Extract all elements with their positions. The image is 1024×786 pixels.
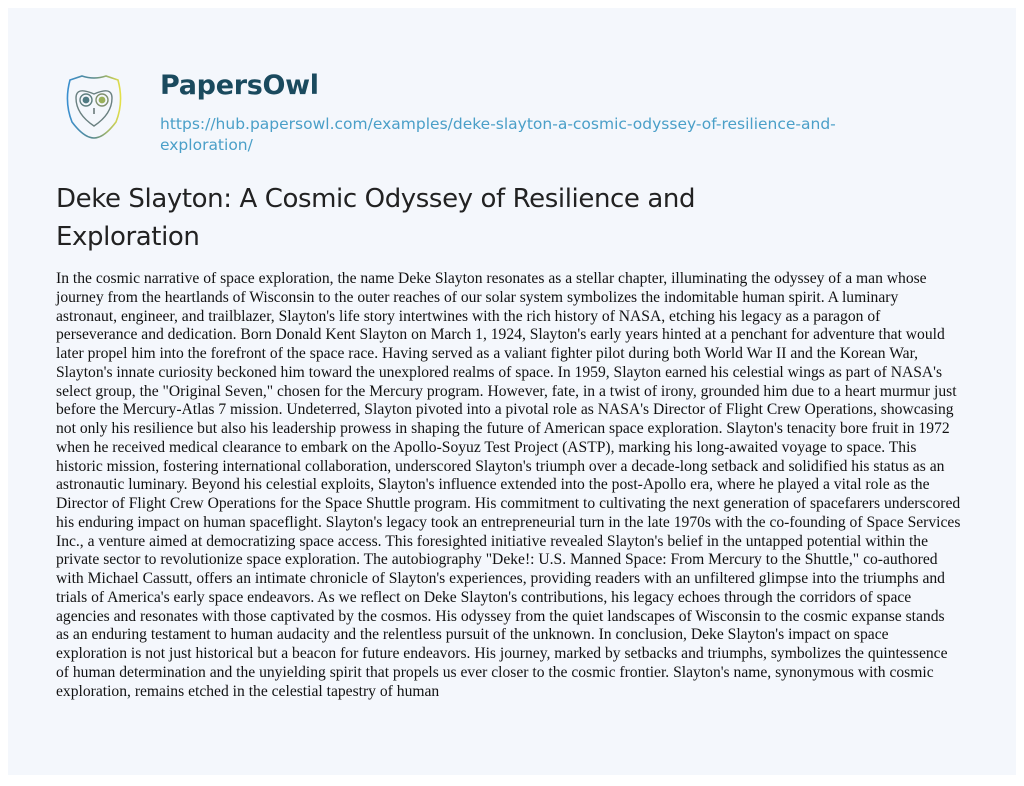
title-line: Deke Slayton: A Cosmic Odyssey of Resilience and [56,184,696,214]
body-line: astronaut, engineer, and trailblazer, Slayton's life story intertwines with the rich history of NASA, etching his legacy as a paragon of [56,307,881,325]
body-line: Inc., a venture aimed at democratizing space access. This foresighted initiative revealed Slayton's belief in the untapped potential within the [56,532,929,550]
url-line[interactable]: https://hub.papersowl.com/examples/deke-slayton-a-cosmic-odyssey-of-resilience-and- [160,115,836,133]
brand-name[interactable]: PapersOwl [160,70,319,101]
body-line: as an enduring testament to human audacity and the relentless pursuit of the unknown. In conclusion, Deke Slayton's impact on space [56,626,889,644]
body-line: agencies and resonates with those captivated by the cosmos. His odyssey from the quiet landscapes of Wisconsin to the cosmic expanse stands [56,607,945,625]
body-line: of human determination and the unyielding spirit that propels us ever closer to the cosmic frontier. Slayton's name, synonymous with cosmic [56,663,934,681]
body-line: journey from the heartlands of Wisconsin to the outer reaches of our solar system symbolizes the indomitable human spirit. A luminary [56,288,899,306]
body-line: perseverance and dedication. Born Donald Kent Slayton on March 1, 1924, Slayton's early years hinted at a penchant for adventure that would [56,326,945,344]
title-line: Exploration [56,222,200,252]
body-line: later propel him into the forefront of the space race. Having served as a valiant fighter pilot during both World War II and the Korean War, [56,345,919,362]
body-line: astronautic luminary. Beyond his celestial exploits, Slayton's influence extended into the post-Apollo era, where he played a vital role as the [56,476,930,494]
page-title [56,180,695,256]
body-line: exploration, remains etched in the celestial tapestry of human [56,682,440,700]
body-line: private sector to revolutionize space exploration. The autobiography "Deke!: U.S. Manned Space: From Mercury to the Shuttle," co-authored [56,551,938,569]
body-line: historic mission, fostering international collaboration, underscored Slayton's triumph over a decade-long setback and solidified his status as an [56,457,945,475]
body-line: his enduring impact on human spaceflight. Slayton's legacy took an entrepreneurial turn in the late 1970s with the co-founding of Space Services [56,513,961,531]
body-line: not only his resilience but also his leadership prowess in shaping the future of American space exploration. Slayton's tenacity bore fruit in 1972 [56,420,950,437]
body-line: select group, the "Original Seven," chosen for the Mercury program. However, fate, in a twist of irony, grounded him due to a heart murmur just [56,382,957,400]
page-card [8,8,1016,775]
body-line: exploration is not just historical but a beacon for future endeavors. His journey, marked by setbacks and triumphs, symbolizes the quintessence [56,645,948,662]
body-line: with Michael Cassutt, offers an intimate chronicle of Slayton's experiences, providing readers with an unfiltered glimpse into the triumphs and [56,570,945,587]
body-line: Slayton's innate curiosity beckoned him toward the unexplored realms of space. In 1959, Slayton earned his celestial wings as part of NASA's [56,363,943,381]
body-line: before the Mercury-Atlas 7 mission. Undeterred, Slayton pivoted into a pivotal role as NASA's Director of Flight Crew Operations, showcasing [56,401,954,419]
source-url-link[interactable] [160,114,920,156]
body-line: trials of America's early space endeavors. As we reflect on Deke Slayton's contributions, his legacy echoes through the corridors of space [56,588,912,606]
owl-logo-icon[interactable] [64,72,124,142]
article-body [56,270,1016,701]
body-line: Director of Flight Crew Operations for the Space Shuttle program. His commitment to cultivating the next generation of spacefarers underscored [56,495,961,512]
url-line[interactable]: exploration/ [160,136,253,154]
body-line: when he received medical clearance to embark on the Apollo-Soyuz Test Project (ASTP), marking his long-awaited voyage to space. This [56,438,917,456]
body-line: In the cosmic narrative of space exploration, the name Deke Slayton resonates as a stellar chapter, illuminating the odyssey of a man whose [56,270,927,287]
